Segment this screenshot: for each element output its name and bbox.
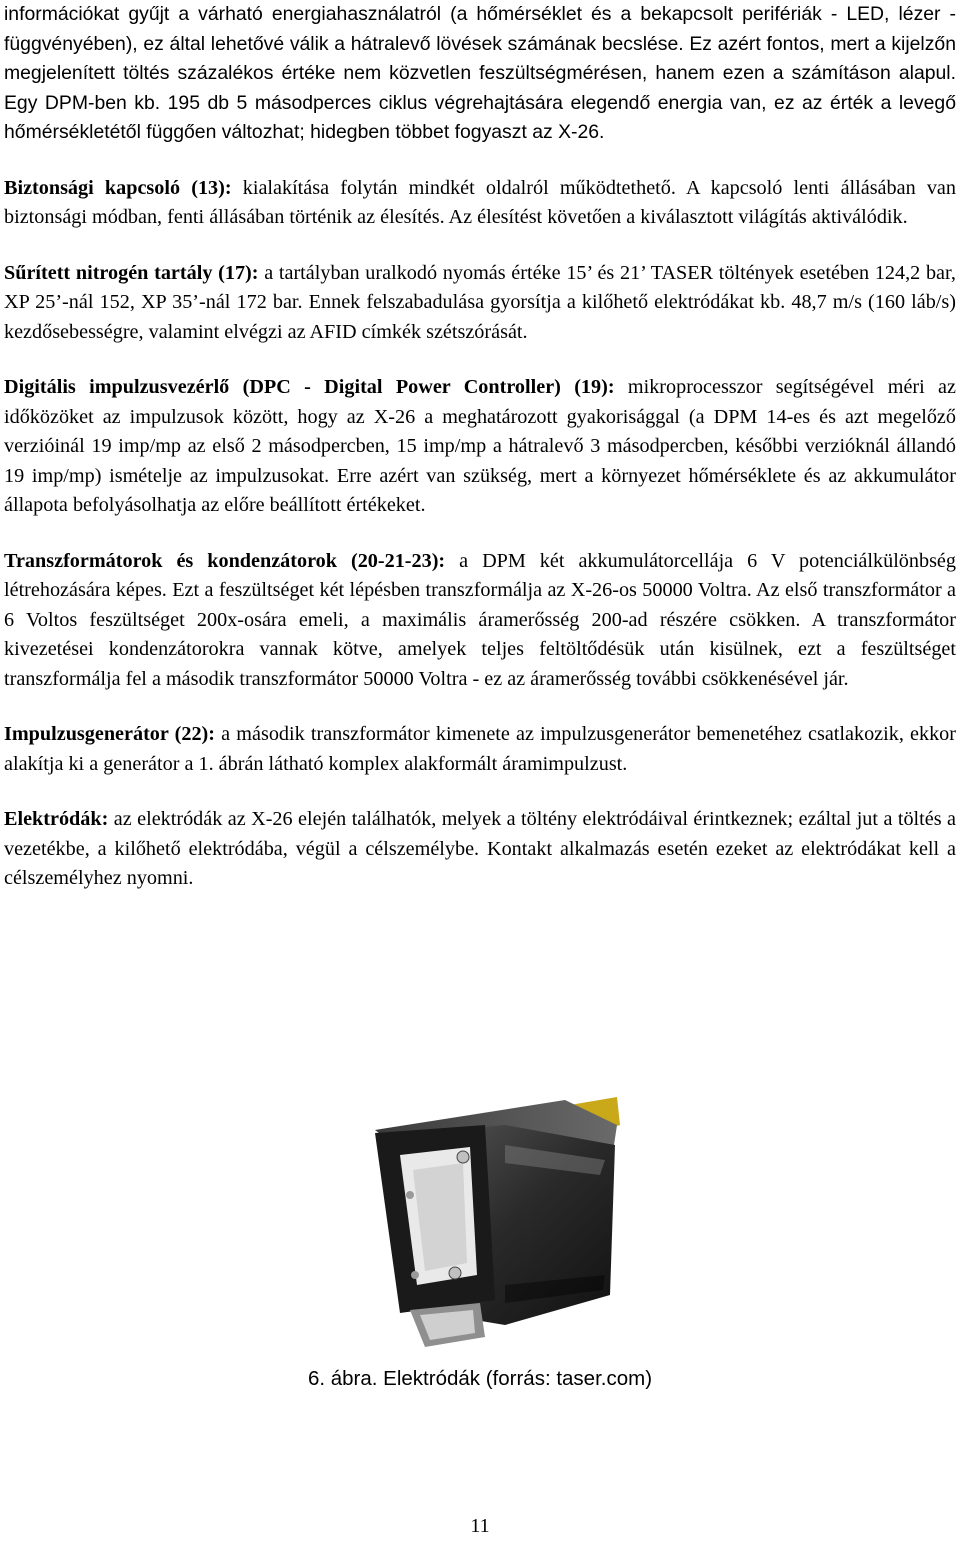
paragraph-intro-text: információkat gyűjt a várható energiahasználatról (a hőmérséklet és a bekapcsolt perifériák - LED, lézer - függvényében), ez által lehetővé válik a hátralevő lövések számának becslése. Ez azért fontos, mert a kijelzőn megjelenített töltés százalékos értéke nem közvetlen feszültségmérésen, hanem ezen a számításon alapul. Egy DPM-ben kb. 195 db 5 másodperces ciklus végrehajtására elegendő energia van, ez az érték a levegő hőmérsékletétől függően változhat; hidegben többet fogyaszt az X-26. [4,3,956,143]
paragraph-safety-switch-heading: Biztonsági kapcsoló (13): [4,176,232,199]
paragraph-pulse-generator-heading: Impulzusgenerátor (22): [4,723,216,745]
page-number: 11 [470,1515,490,1537]
paragraph-nitrogen-tank [4,259,956,348]
figure-caption: 6. ábra. Elektródák (forrás: taser.com) [307,1367,653,1390]
paragraph-intro [4,0,956,148]
paragraph-dpc [4,373,956,521]
paragraph-dpc-heading: Digitális impulzusvezérlő (DPC - Digital Power Controller) (19): [4,376,615,398]
taser-front-illustration [355,1085,620,1350]
paragraph-electrodes [4,805,956,894]
document-body [4,0,956,920]
paragraph-nitrogen-tank-text: a tartályban uralkodó nyomás értéke 15’ és 21’ TASER töltények esetében 124,2 bar, XP 25’-nál 152, XP 35’-nál 172 bar. Ennek felszabadulása gyorsítja a kilőhető elektródákat kb. 48,7 m/s (160 láb/s) kezdősebességre, valamint elvégzi az AFID címkék szétszórását. [4,261,956,343]
paragraph-pulse-generator-text: a második transzformátor kimenete az impulzusgenerátor bemenetéhez csatlakozik, ekkor alakítja ki a generátor a 1. ábrán látható komplex alakformált áramimpulzust. [4,723,956,775]
figure-electrodes-image [355,1085,620,1350]
paragraph-safety-switch [4,174,956,233]
paragraph-nitrogen-tank-heading: Sűrített nitrogén tartály (17): [4,261,259,284]
paragraph-electrodes-text: az elektródák az X-26 elején találhatók, melyek a töltény elektródáival érintkeznek; ezáltal jut a töltés a vezetékbe, a kilőhető elektródába, végül a célszemélybe. Kontakt alkalmazás esetén ezeket az elektródákat kell a célszemélyhez nyomni. [4,808,956,889]
paragraph-transformers [4,547,956,695]
paragraph-transformers-text: a DPM két akkumulátorcellája 6 V potenciálkülönbség létrehozására képes. Ezt a feszültséget két lépésben transzformálja az X-26-os 50000 Voltra. Az első transzformátor a 6 Voltos feszültséget 200x-osára emeli, a maximális áramerősség 200-ad részére csökken. A transzformátor kivezetései kondenzátorokra vannak kötve, amelyek teljes feltöltődésük után kisülnek, ezt a feszültséget transzformálja fel a második transzformátor 50000 Voltra - ez az áramerősség további csökkenésével jár. [4,549,956,690]
paragraph-dpc-text: mikroprocesszor segítségével méri az időközöket az impulzusok között, hogy az X-26 a meghatározott gyakorisággal (a DPM 14-es és azt megelőző verzióinál 19 imp/mp az első 2 másodpercben, 15 imp/mp a hátralevő 3 másodpercben, későbbi verzióknál állandó 19 imp/mp) ismételje az impulzusokat. Erre azért van szükség, mert a környezet hőmérséklete és az akkumulátor állapota befolyásolhatja az előre beállított értékeket. [4,376,956,516]
paragraph-electrodes-heading: Elektródák: [4,808,109,830]
paragraph-transformers-heading: Transzformátorok és kondenzátorok (20-21-23): [4,549,446,572]
paragraph-safety-switch-text: kialakítása folytán mindkét oldalról működtethető. A kapcsoló lenti állásában van biztonsági módban, fenti állásában történik az élesítés. Az élesítést követően a kiválasztott világítás aktiválódik. [4,176,956,228]
paragraph-pulse-generator [4,720,956,779]
